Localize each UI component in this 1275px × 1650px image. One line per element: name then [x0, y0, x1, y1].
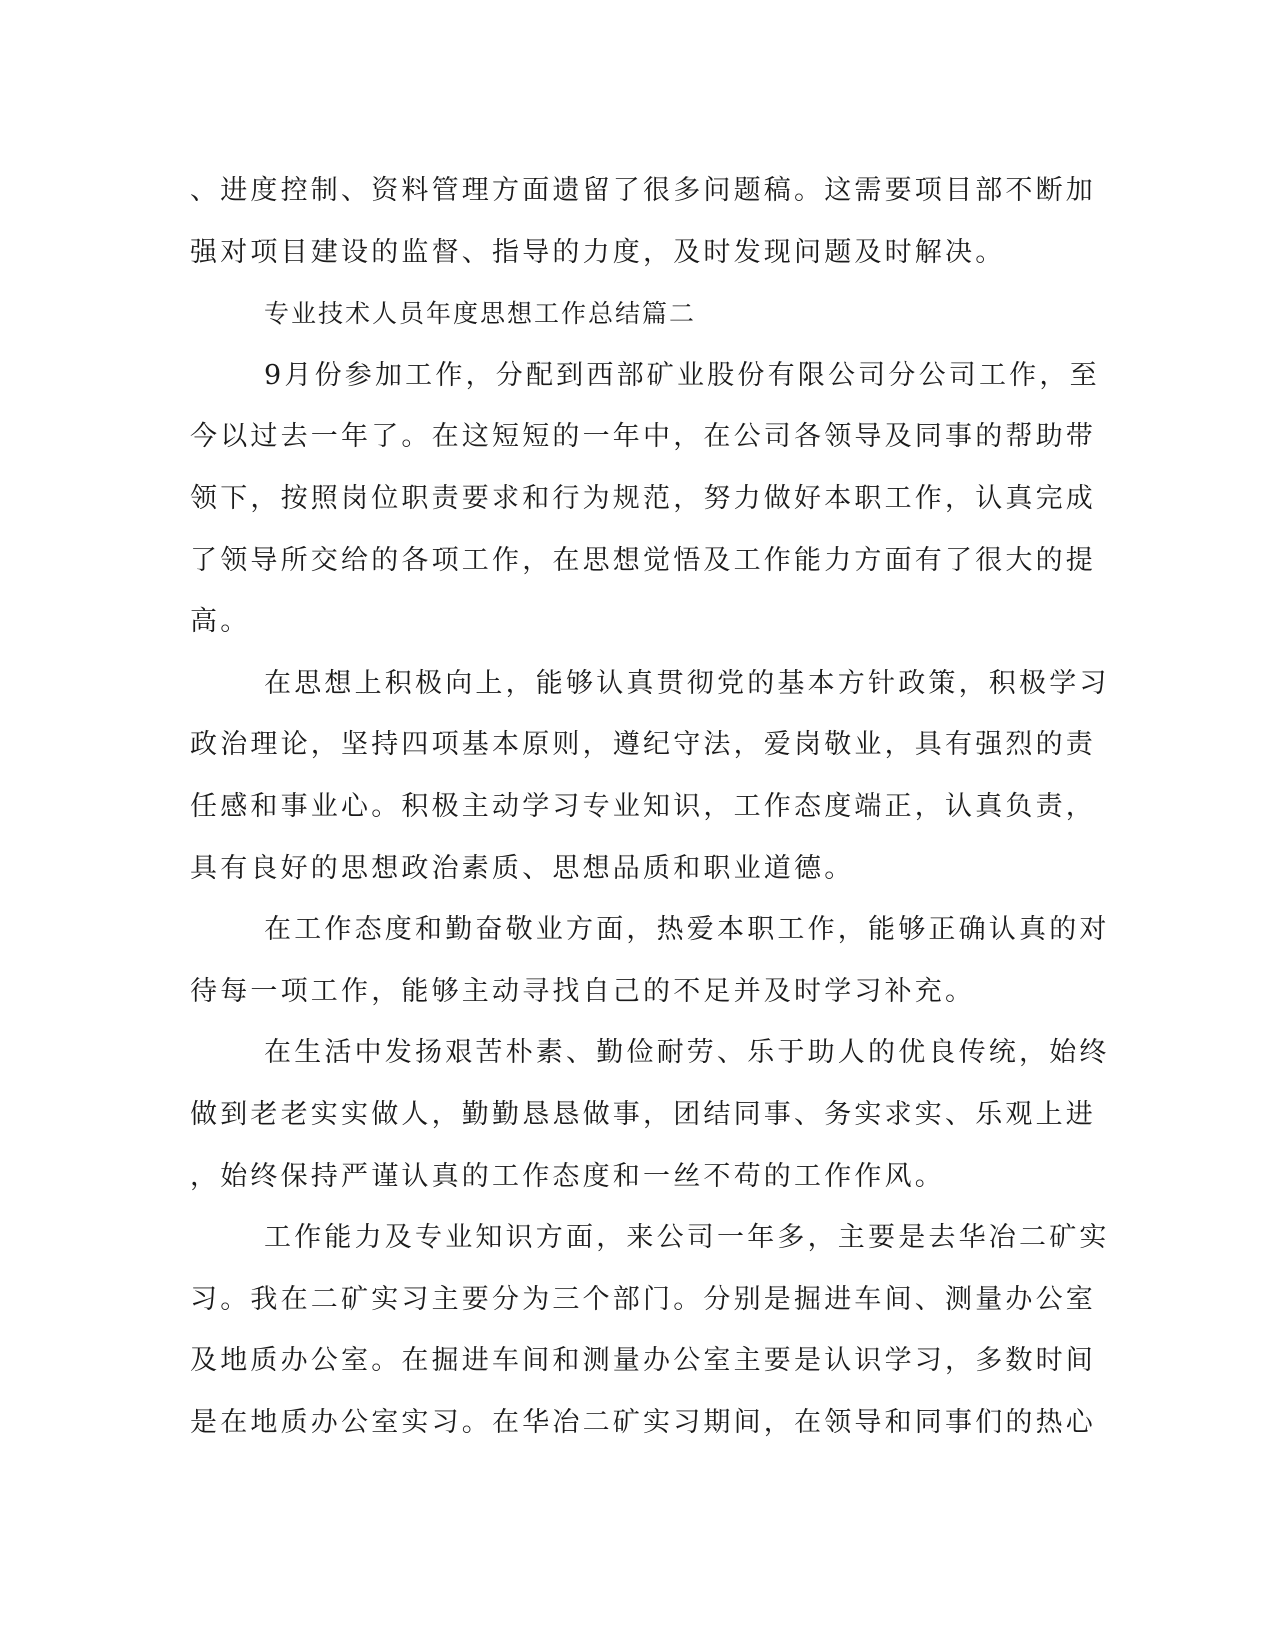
text-line: ，始终保持严谨认真的工作态度和一丝不苟的工作作风。: [190, 1160, 945, 1192]
section-heading: 专业技术人员年度思想工作总结篇二: [264, 299, 697, 329]
text-line: 待每一项工作，能够主动寻找自己的不足并及时学习补充。: [190, 975, 976, 1007]
text-line: 今以过去一年了。在这短短的一年中，在公司各领导及同事的帮助带: [190, 421, 1096, 453]
paragraph-start-line: 在生活中发扬艰苦朴素、勤俭耐劳、乐于助人的优良传统，始终: [264, 1037, 1110, 1069]
text-line: 领下，按照岗位职责要求和行为规范，努力做好本职工作，认真完成: [190, 482, 1096, 514]
text-line: 政治理论，坚持四项基本原则，遵纪守法，爱岗敬业，具有强烈的责: [190, 729, 1096, 761]
text-line: 、进度控制、资料管理方面遗留了很多问题稿。这需要项目部不断加: [190, 175, 1096, 206]
paragraph-start-line: 在工作态度和勤奋敬业方面，热爱本职工作，能够正确认真的对: [264, 914, 1110, 946]
text-line: 强对项目建设的监督、指导的力度，及时发现问题及时解决。: [190, 236, 1006, 268]
text-line: 高。: [190, 606, 251, 638]
text-line: 任感和事业心。积极主动学习专业知识，工作态度端正，认真负责，: [190, 790, 1096, 822]
text-line: 习。我在二矿实习主要分为三个部门。分别是掘进车间、测量办公室: [190, 1283, 1096, 1315]
paragraph-start-line: 工作能力及专业知识方面，来公司一年多，主要是去华冶二矿实: [264, 1222, 1110, 1254]
document-body: [190, 160, 1110, 1453]
text-line: 做到老老实实做人，勤勤恳恳做事，团结同事、务实求实、乐观上进: [190, 1098, 1096, 1130]
paragraph-start-line: 在思想上积极向上，能够认真贯彻党的基本方针政策，积极学习: [264, 667, 1110, 699]
paragraph-start-line: 9月份参加工作，分配到西部矿业股份有限公司分公司工作，至: [264, 359, 1100, 391]
text-line: 是在地质办公室实习。在华冶二矿实习期间，在领导和同事们的热心: [190, 1406, 1096, 1438]
text-line: 了领导所交给的各项工作，在思想觉悟及工作能力方面有了很大的提: [190, 544, 1096, 576]
text-line: 具有良好的思想政治素质、思想品质和职业道德。: [190, 852, 855, 884]
text-line: 及地质办公室。在掘进车间和测量办公室主要是认识学习，多数时间: [190, 1345, 1096, 1377]
